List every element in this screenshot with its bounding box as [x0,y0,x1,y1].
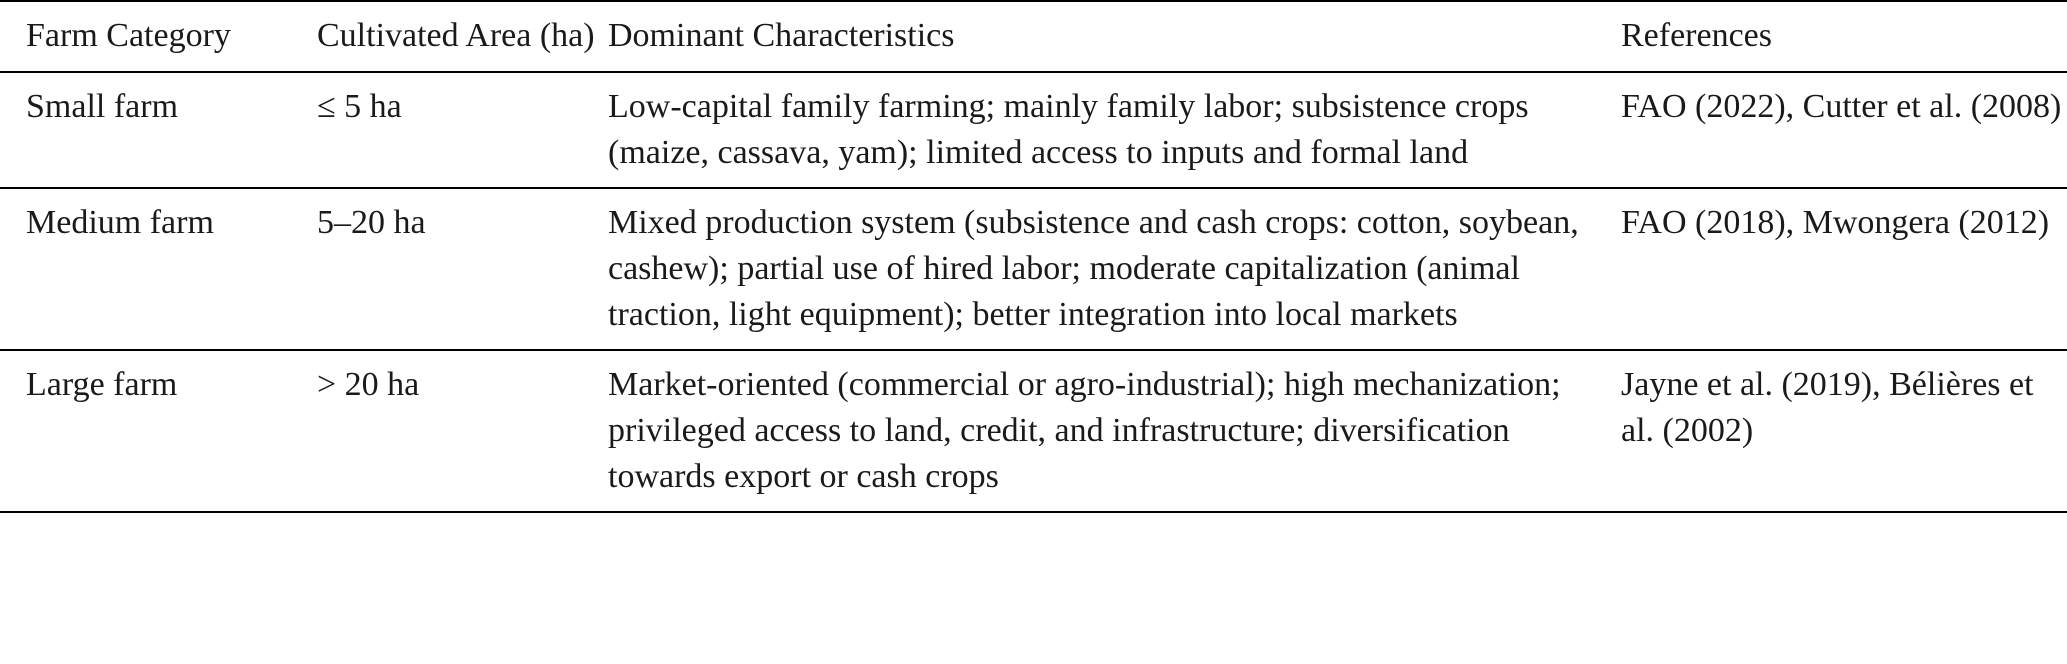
table-row [0,72,2067,188]
header-references: References [1621,17,1773,54]
table-row [0,188,2067,350]
header-dominant-characteristics: Dominant Characteristics [608,17,955,54]
cell-characteristics: Low-capital family farming; mainly family labor; subsistence crops (maize, cassava, yam); limited access to inputs and formal land [608,88,1529,171]
cell-characteristics: Market-oriented (commercial or agro-industrial); high mechanization; privileged access to land, credit, and infrastructure; diversification towards export or cash crops [608,366,1561,495]
cell-references: Jayne et al. (2019), Bélières et al. (2002) [1621,366,2034,449]
cell-area: ≤ 5 ha [317,88,402,125]
header-cultivated-area: Cultivated Area (ha) [317,17,595,54]
cell-area: 5–20 ha [317,204,426,241]
table-body [0,72,2067,512]
header-row [0,1,2067,72]
cell-references: FAO (2022), Cutter et al. (2008) [1621,88,2062,125]
cell-characteristics: Mixed production system (subsistence and cash crops: cotton, soybean, cashew); partial use of hired labor; moderate capitalization (animal traction, light equipment); better integration into local markets [608,204,1579,333]
cell-area: > 20 ha [317,366,420,403]
table-row [0,350,2067,512]
cell-category: Large farm [26,366,178,403]
header-farm-category: Farm Category [26,17,231,54]
table-header [0,1,2067,72]
cell-references: FAO (2018), Mwongera (2012) [1621,204,2050,241]
cell-category: Small farm [26,88,179,125]
cell-category: Medium farm [26,204,214,241]
